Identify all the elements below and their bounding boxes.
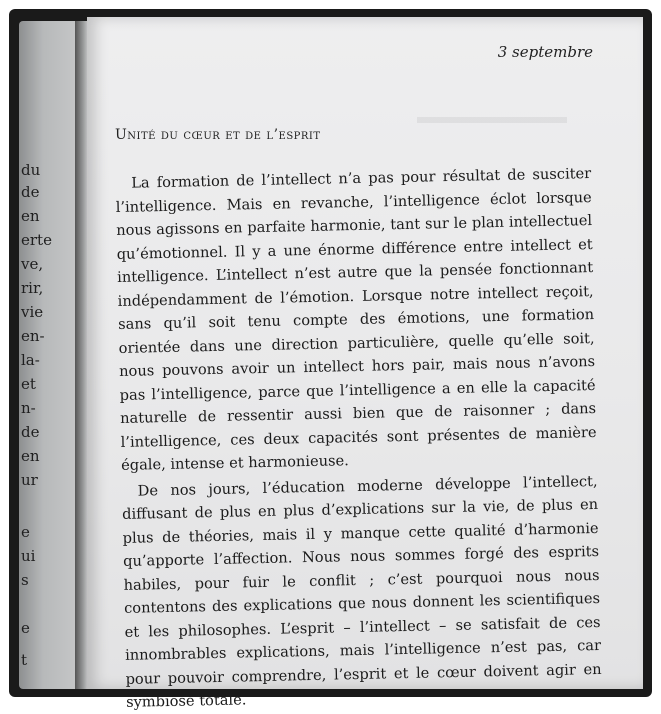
paragraph: De nos jours, l’éducation moderne développe l’intellect, diffusant de plus en plus d’explications sur la vie, de plus en plus de théories, mais il y manque cette qualité d’harmonie qu’apporte l’affection. Nous nous sommes forgé des esprits habiles, pour fuir le conflit ; c’est pourquoi nous nous contentons des explications que nous donnent les scientifiques et les philosophes. L’esprit – l’intellect – se satisfait de ces innombrables explications, mais l’intelligence n’est pas, car pour pouvoir comprendre, l’esprit et le cœur doivent agir en symbiose totale. (121, 472, 602, 711)
left-page-fragment: ve, (21, 255, 44, 273)
left-page-fragment: vie (21, 303, 44, 321)
left-page-fragment: ur (21, 471, 38, 489)
left-page-fragment: e (21, 523, 30, 541)
left-page-fragment: erte (21, 231, 52, 249)
left-page (19, 21, 79, 689)
page-date: 3 septembre (497, 43, 593, 61)
body-text (115, 162, 602, 714)
left-page-fragment: e (21, 619, 30, 637)
page-title-text: Unité du cœur et de l’esprit (115, 127, 321, 143)
left-page-fragment: du (21, 161, 41, 179)
left-page-fragment: t (21, 651, 28, 669)
left-page-fragment: en (21, 447, 40, 465)
right-page (87, 17, 643, 711)
left-page-fragment: s (21, 571, 29, 589)
paragraph: La formation de l’intellect n’a pas pour résultat de susciter l’intelligence. Mais en revanche, l’intelligence éclot lorsque nous agissons en parfaite harmonie, tant sur le plan intellectuel qu’émotionnel. Il y a une énorme différence entre intellect et intelligence. L’intellect n’est autre que la pensée fonctionnant indépendamment de l’émotion. Lorsque notre intellect reçoit, sans qu’il soit tenu compte des émotions, une formation orientée dans une direction particulière, quelle qu’elle soit, nous pouvons avoir un intellect hors pair, mais nous n’avons pas l’intelligence, parce que l’intelligence a en elle la capacité naturelle de ressentir aussi bien que de raisonner ; dans l’intelligence, ces deux capacités sont présentes de manière égale, intense et harmonieuse. (115, 165, 597, 474)
left-page-fragment: de (21, 423, 40, 441)
page-title (115, 127, 321, 143)
left-page-fragment: en- (21, 327, 45, 345)
left-page-fragment: et (21, 375, 36, 393)
book-photo (9, 9, 652, 711)
left-page-fragment: la- (21, 351, 40, 369)
left-page-fragment: rir, (21, 279, 44, 297)
show-through-text (417, 117, 567, 123)
left-page-fragment: ui (21, 547, 36, 565)
left-page-fragment: de (21, 183, 40, 201)
left-page-fragment: n- (21, 399, 36, 417)
left-page-fragment: en (21, 207, 40, 225)
